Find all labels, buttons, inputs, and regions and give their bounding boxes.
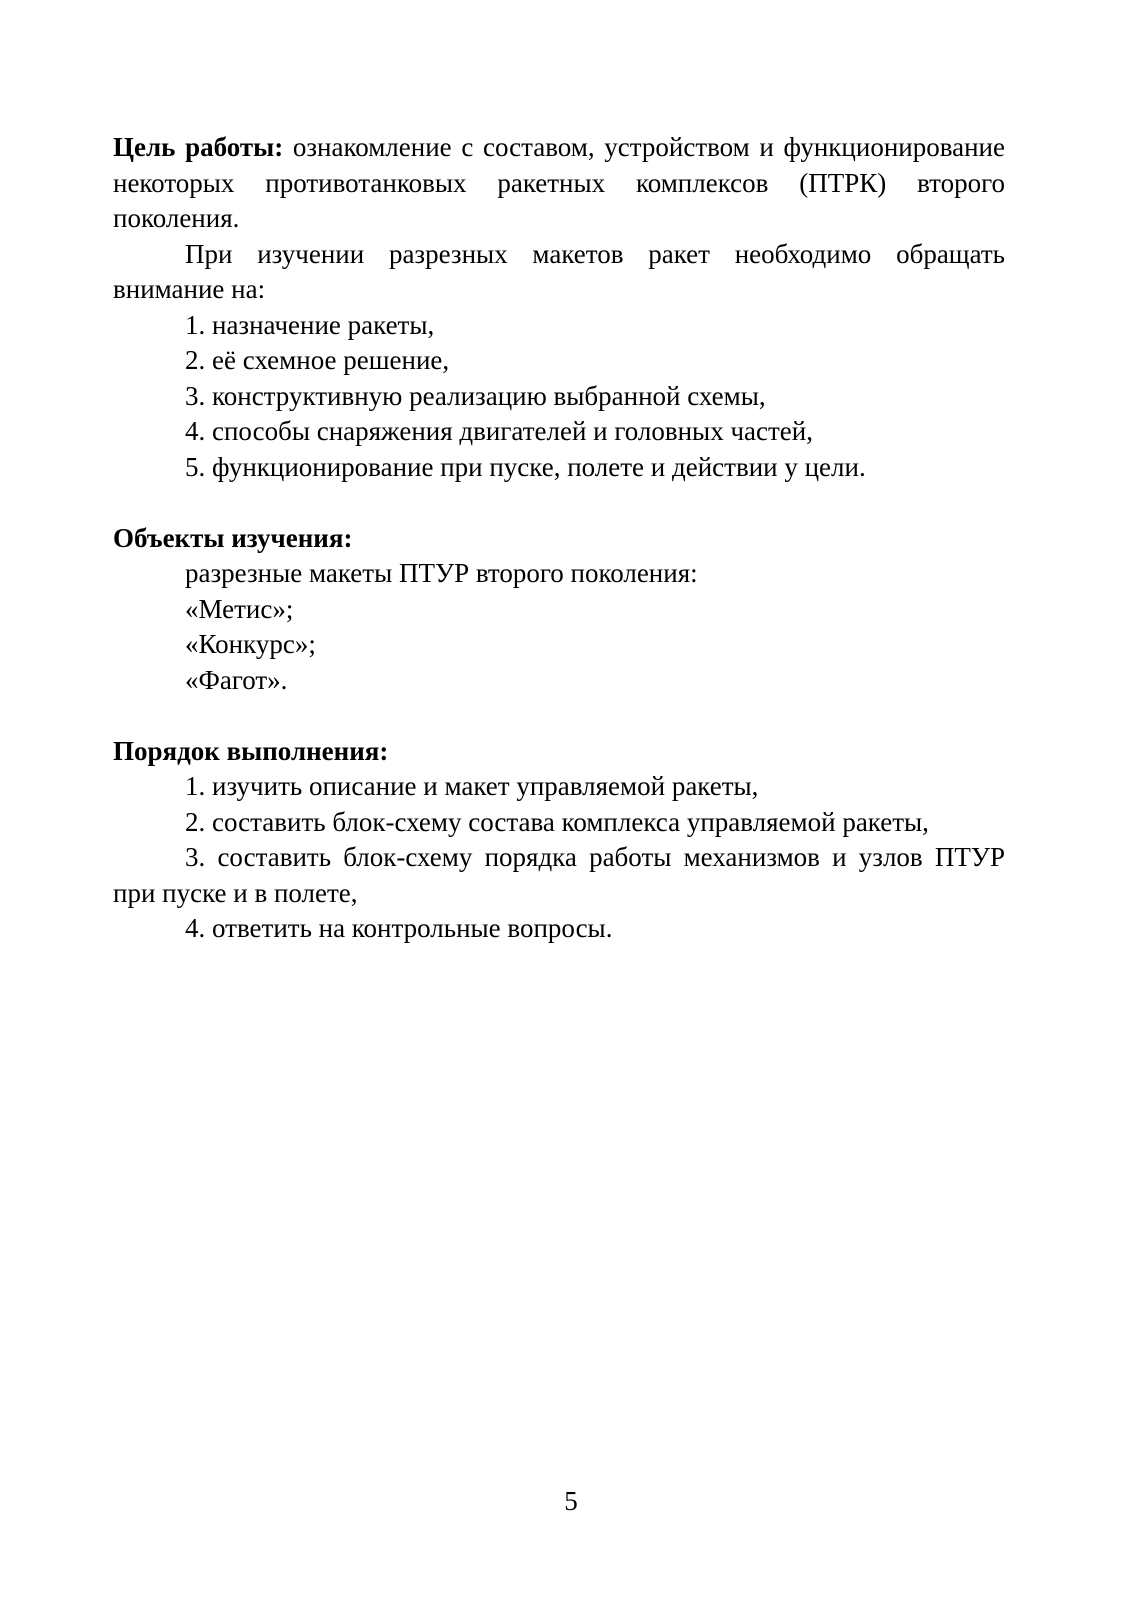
procedure-item-4: 4. ответить на контрольные вопросы.	[185, 913, 613, 943]
document-page-content	[113, 130, 1005, 947]
intro-paragraph: При изучении разрезных макетов ракет необходимо обращать внимание на:	[113, 238, 1005, 304]
goal-paragraph	[113, 130, 1005, 237]
procedure-item-2: 2. составить блок-схему состава комплекса управляемой ракеты,	[185, 806, 929, 837]
objects-item-2: «Метис»;	[185, 593, 294, 624]
attention-item-5: 5. функционирование при пуске, полете и действии у цели.	[185, 451, 866, 482]
objects-item-1: разрезные макеты ПТУР второго поколения:	[185, 558, 698, 588]
attention-item-2: 2. её схемное решение,	[185, 345, 450, 375]
objects-item-3: «Конкурс»;	[185, 629, 316, 659]
page-number: 5	[564, 1486, 578, 1516]
procedure-item-3: 3. составить блок-схему порядка работы механизмов и узлов ПТУР при пуске и в полете,	[113, 842, 1005, 908]
objects-item-4: «Фагот».	[185, 664, 288, 695]
goal-text: ознакомление с составом, устройством и функционирование некоторых противотанковых ракетных комплексов (ПТРК) второго поколения.	[113, 132, 1005, 233]
attention-item-3: 3. конструктивную реализацию выбранной схемы,	[185, 380, 766, 411]
attention-item-4: 4. способы снаряжения двигателей и головных частей,	[185, 416, 813, 446]
goal-label: Цель работы:	[113, 132, 284, 162]
procedure-item-1: 1. изучить описание и макет управляемой ракеты,	[185, 771, 759, 801]
procedure-heading: Порядок выполнения:	[113, 735, 389, 766]
objects-heading: Объекты изучения:	[113, 522, 353, 553]
attention-item-1: 1. назначение ракеты,	[185, 309, 435, 340]
